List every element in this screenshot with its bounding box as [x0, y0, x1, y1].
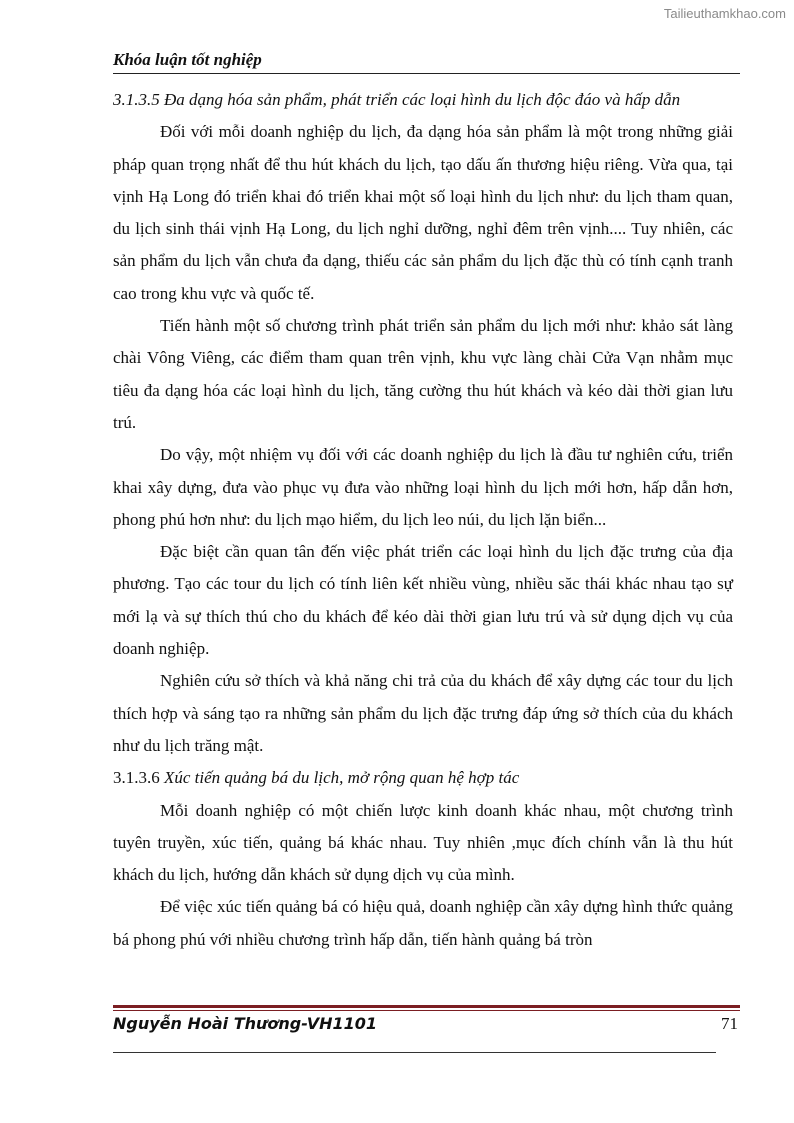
- paragraph: Do vậy, một nhiệm vụ đối với các doanh nghiệp du lịch là đầu tư nghiên cứu, triển khai xây dựng, đưa vào phục vụ đưa vào những loại hình du lịch mới hơn, hấp dẫn hơn, phong phú hơn như: du lịch mạo hiểm, du lịch leo núi, du lịch lặn biển...: [113, 445, 733, 529]
- paragraph: Mỗi doanh nghiệp có một chiến lược kinh doanh khác nhau, một chương trình tuyên truyền, xúc tiến, quảng bá khác nhau. Tuy nhiên ,mục đích chính vẫn là thu hút khách du lịch, hướng dẫn khách sử dụng dịch vụ của mình.: [113, 800, 733, 885]
- paragraph: Đối với mỗi doanh nghiệp du lịch, đa dạng hóa sản phẩm là một trong những giải pháp quan trọng nhất để thu hút khách du lịch, tạo dấu ấn thương hiệu riêng. Vừa qua, tại vịnh Hạ Long đó triển khai đó triển khai một số loại hình du lịch như: du lịch tham quan, du lịch sinh thái vịnh Hạ Long, du lịch nghỉ dưỡng, nghỉ đêm trên vịnh.... Tuy nhiên, các sản phẩm du lịch vẫn chưa đa dạng, thiếu các sản phẩm du lịch đặc thù có tính cạnh tranh cao trong khu vực và quốc tế.: [113, 122, 733, 303]
- footer-divider: [113, 1005, 740, 1011]
- section-heading-3-1-3-6: [113, 762, 733, 794]
- paragraph: Để việc xúc tiến quảng bá có hiệu quả, doanh nghiệp cần xây dựng hình thức quảng bá phong phú với nhiều chương trình hấp dẫn, tiến hành quảng bá tròn: [113, 897, 733, 949]
- header-title: Khóa luận tốt nghiệp: [113, 50, 262, 69]
- section-number: 3.1.3.5: [113, 90, 160, 109]
- footer-underline: [113, 1052, 716, 1053]
- section-number: 3.1.3.6: [113, 768, 160, 788]
- page-header: [113, 50, 740, 74]
- page-footer: [113, 1014, 740, 1034]
- section-heading-3-1-3-5: [113, 84, 733, 116]
- section-title: Xúc tiến quảng bá du lịch, mở rộng quan hệ hợp tác: [164, 768, 520, 788]
- footer-author: Nguyễn Hoài Thương-VH1101: [113, 1014, 378, 1033]
- watermark: Tailieuthamkhao.com: [663, 6, 786, 21]
- section-title: Đa dạng hóa sản phẩm, phát triển các loại hình du lịch độc đáo và hấp dẫn: [164, 90, 681, 109]
- paragraph: Nghiên cứu sở thích và khả năng chi trả của du khách để xây dựng các tour du lịch thích hợp và sáng tạo ra những sản phẩm du lịch đặc trưng đáp ứng sở thích của du khách như du lịch trăng mật.: [113, 671, 733, 755]
- document-body: [113, 84, 733, 956]
- paragraph: Tiến hành một số chương trình phát triển sản phẩm du lịch mới như: khảo sát làng chài Vông Viêng, các điểm tham quan trên vịnh, khu vực làng chài Cửa Vạn nhằm mục tiêu đa dạng hóa các loại hình du lịch, tăng cường thu hút khách và kéo dài thời gian lưu trú.: [113, 316, 733, 432]
- paragraph: Đặc biệt cần quan tân đến việc phát triển các loại hình du lịch đặc trưng của địa phương. Tạo các tour du lịch có tính liên kết nhiều vùng, nhiều săc thái khác nhau tạo sự mới lạ và sự thích thú cho du khách để kéo dài thời gian lưu trú và sử dụng dịch vụ của doanh nghiệp.: [113, 542, 733, 659]
- page-number: 71: [721, 1014, 738, 1033]
